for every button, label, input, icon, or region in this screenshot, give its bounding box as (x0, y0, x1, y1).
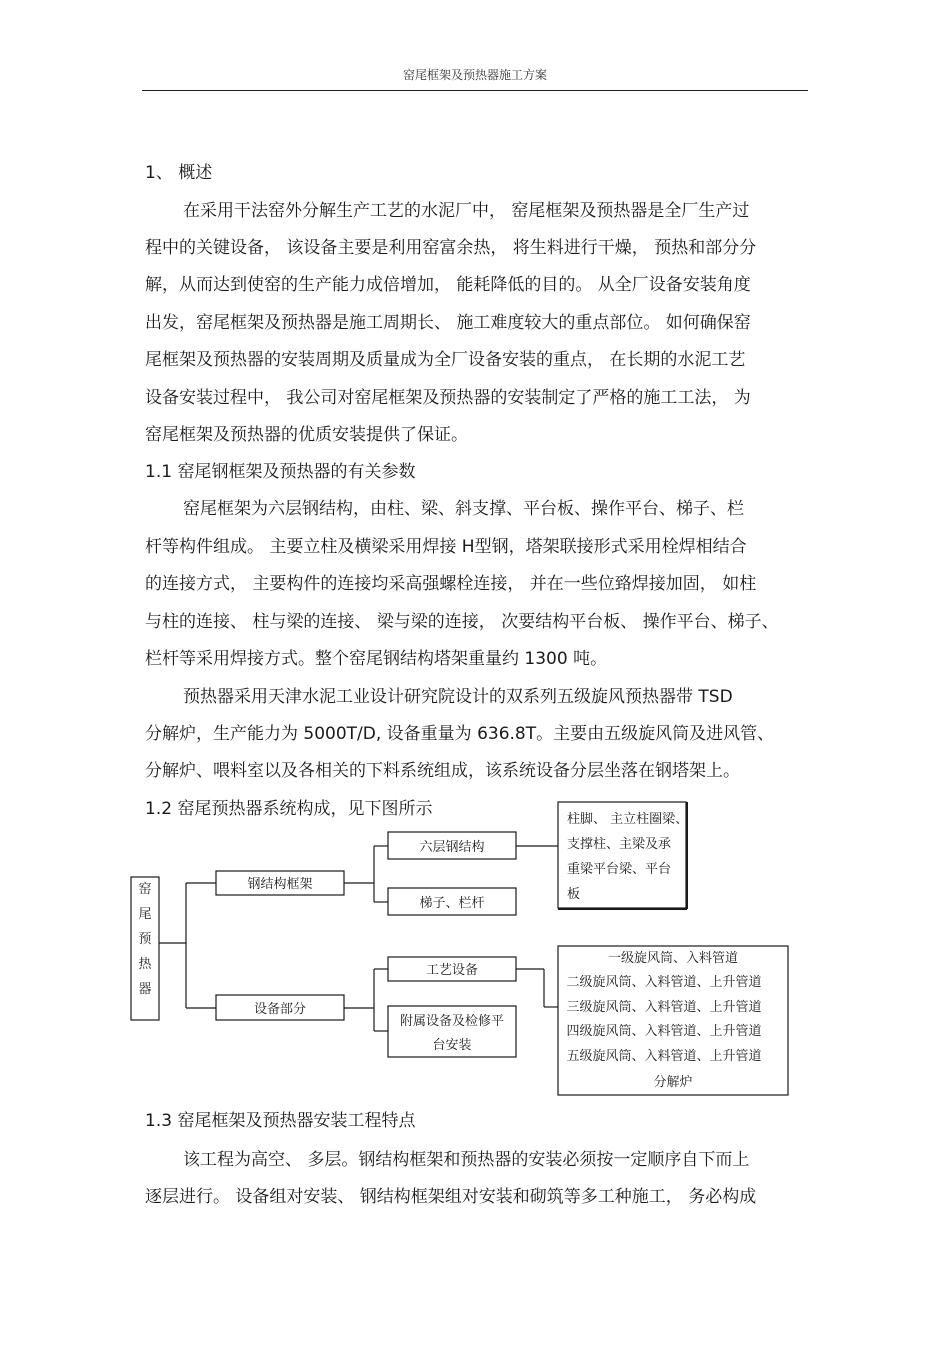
section-1-1-heading: 1.1 窑尾钢框架及预热器的有关参数 (145, 462, 416, 482)
paragraph-line: 分解炉，生产能力为 5000T/D, 设备重量为 636.8T。主要由五级旋风筒及进风管、 (145, 724, 775, 744)
steel-detail-line: 柱脚、 主立柱圈梁、 (567, 812, 689, 827)
process-detail-box (558, 946, 788, 1095)
section-1-heading: 1、 概述 (145, 163, 213, 183)
root-label-char: 预 (138, 932, 152, 947)
paragraph-line: 在采用干法窑外分解生产工艺的水泥厂中， 窑尾框架及预热器是全厂生产过 (183, 201, 750, 221)
paragraph-line: 窑尾框架及预热器的优质安装提供了保证。 (145, 425, 468, 445)
paragraph-line: 该工程为高空、 多层。钢结构框架和预热器的安装必须按一定顺序自下而上 (183, 1150, 750, 1170)
paragraph-line: 解，从而达到使窑的生产能力成倍增加， 能耗降低的目的。 从全厂设备安装角度 (145, 275, 751, 295)
paragraph-line: 的连接方式， 主要构件的连接均采高强螺栓连接， 并在一些位臵焊接加固， 如柱 (145, 574, 757, 594)
paragraph-line: 窑尾框架为六层钢结构，由柱、梁、斜支撑、平台板、操作平台、梯子、栏 (183, 499, 744, 519)
aux-equipment-line: 台安装 (432, 1038, 472, 1053)
process-equipment-label: 工艺设备 (425, 963, 479, 978)
root-label-char: 器 (138, 982, 152, 997)
steel-detail-line: 板 (567, 887, 581, 902)
page-header: 窑尾框架及预热器施工方案 (402, 68, 547, 82)
root-label-char: 热 (138, 957, 152, 972)
process-detail-line: 一级旋风筒、入料管道 (607, 951, 739, 966)
process-detail-line: 分解炉 (653, 1075, 693, 1090)
paragraph-line: 预热器采用天津水泥工业设计研究院设计的双系列五级旋风预热器带 TSD (183, 687, 733, 707)
paragraph-line: 分解炉、喂料室以及各相关的下料系统组成，该系统设备分层坐落在钢塔架上。 (145, 761, 740, 781)
process-detail-line: 三级旋风筒、入料管道、上升管道 (566, 1000, 762, 1015)
stairs-label: 梯子、栏杆 (419, 896, 485, 911)
paragraph-line: 与柱的连接、 柱与梁的连接、 梁与梁的连接， 次要结构平台板、 操作平台、梯子、 (145, 612, 779, 632)
steel-detail-line: 支撑柱、主梁及承 (567, 837, 672, 852)
paragraph-line: 设备安装过程中， 我公司对窑尾框架及预热器的安装制定了严格的施工工法， 为 (145, 388, 751, 408)
section-1-2-heading: 1.2 窑尾预热器系统构成，见下图所示 (145, 799, 433, 819)
root-box (131, 877, 159, 1020)
paragraph-line: 出发，窑尾框架及预热器是施工周期长、 施工难度较大的重点部位。 如何确保窑 (145, 313, 751, 333)
paragraph-line: 程中的关键设备， 该设备主要是利用窑富余热， 将生料进行干燥， 预热和部分分 (145, 238, 757, 258)
aux-equipment-line: 附属设备及检修平 (399, 1014, 505, 1029)
paragraph-line: 栏杆等采用焊接方式。整个窑尾钢结构塔架重量约 1300 吨。 (145, 649, 608, 669)
equipment-label: 设备部分 (253, 1002, 307, 1017)
root-label-char: 尾 (138, 907, 152, 922)
steel-frame-label: 钢结构框架 (247, 877, 313, 892)
paragraph-line: 逐层进行。 设备组对安装、 钢结构框架组对安装和砌筑等多工种施工， 务必构成 (145, 1187, 757, 1207)
paragraph-line: 尾框架及预热器的安装周期及质量成为全厂设备安装的重点， 在长期的水泥工艺 (145, 350, 746, 370)
process-detail-line: 二级旋风筒、入料管道、上升管道 (566, 975, 762, 990)
process-detail-line: 四级旋风筒、入料管道、上升管道 (566, 1024, 762, 1039)
steel-detail-line: 重梁平台梁、平台 (567, 862, 672, 877)
paragraph-line: 杆等构件组成。 主要立柱及横梁采用焊接 H型钢，塔架联接形式采用栓焊相结合 (145, 537, 747, 557)
section-1-3-heading: 1.3 窑尾框架及预热器安装工程特点 (145, 1111, 416, 1131)
six-layer-label: 六层钢结构 (419, 840, 485, 855)
root-label-char: 窑 (138, 882, 152, 897)
process-detail-line: 五级旋风筒、入料管道、上升管道 (566, 1049, 762, 1064)
